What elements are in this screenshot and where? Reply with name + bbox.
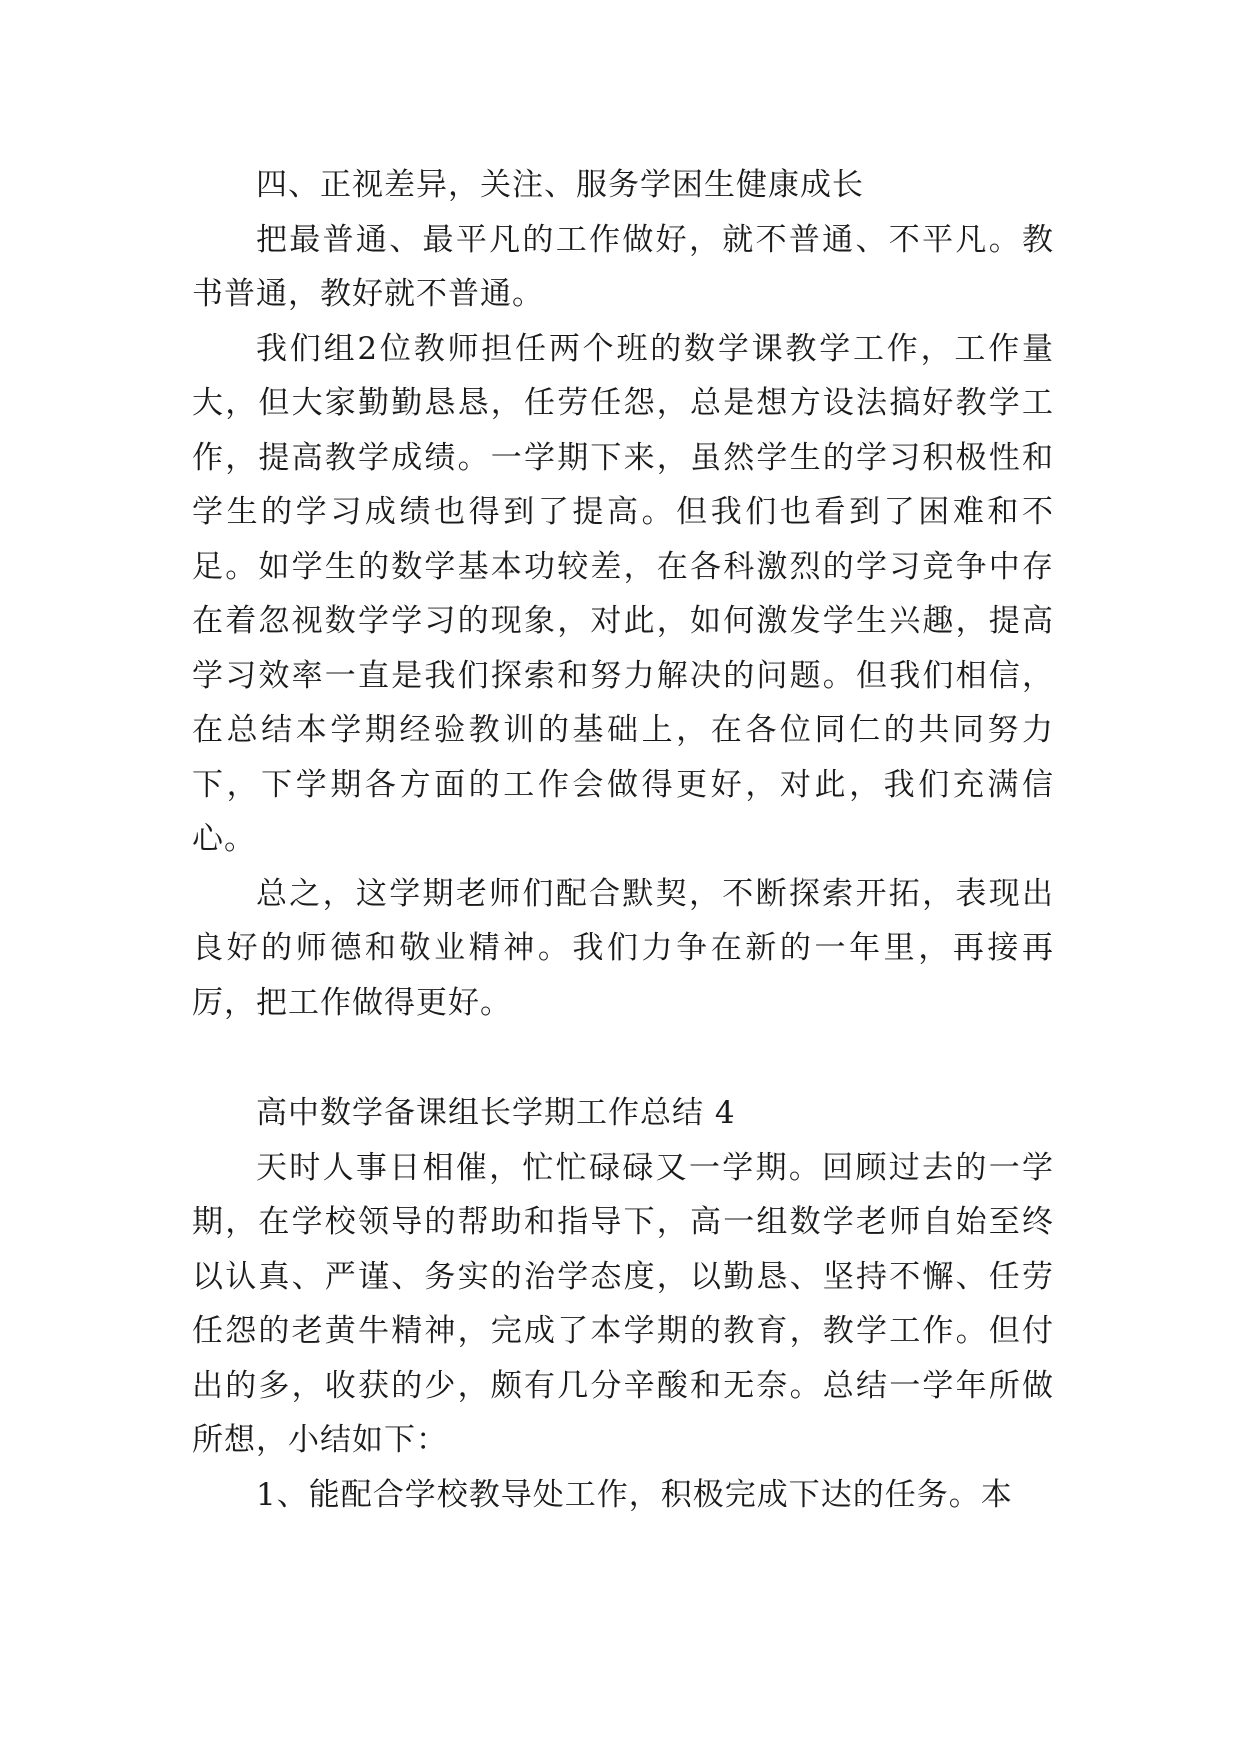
- section-spacer: [192, 1030, 1054, 1086]
- section-title: 高中数学备课组长学期工作总结 4: [256, 1095, 736, 1131]
- paragraph: 我们组2位教师担任两个班的数学课教学工作，工作量大，但大家勤勤恳恳，任劳任怨，总是想方设法搞好教学工作，提高教学成绩。一学期下来，虽然学生的学习积极性和学生的学习成绩也得到了提高。但我们也看到了困难和不足。如学生的数学基本功较差，在各科激烈的学习竞争中存在着忽视数学学习的现象，对此，如何激发学生兴趣，提高学习效率一直是我们探索和努力解决的问题。但我们相信，在总结本学期经验教训的基础上，在各位同仁的共同努力下，下学期各方面的工作会做得更好，对此，我们充满信心。: [192, 330, 1054, 857]
- paragraph: 1、能配合学校教导处工作，积极完成下达的任务。本: [256, 1476, 1013, 1513]
- paragraph: 天时人事日相催，忙忙碌碌又一学期。回顾过去的一学期，在学校领导的帮助和指导下，高一组数学老师自始至终以认真、严谨、务实的治学态度，以勤恳、坚持不懈、任劳任怨的老黄牛精神，完成了本学期的教育，教学工作。但付出的多，收获的少，颇有几分辛酸和无奈。总结一学年所做所想，小结如下：: [192, 1149, 1054, 1458]
- section-heading: 四、正视差异，关注、服务学困生健康成长: [256, 167, 864, 203]
- paragraph: 总之，这学期老师们配合默契，不断探索开拓，表现出良好的师德和敬业精神。我们力争在新的一年里，再接再厉，把工作做得更好。: [192, 875, 1054, 1021]
- document-body: [192, 158, 1054, 1522]
- paragraph: 把最普通、最平凡的工作做好，就不普通、不平凡。教书普通，教好就不普通。: [192, 221, 1054, 312]
